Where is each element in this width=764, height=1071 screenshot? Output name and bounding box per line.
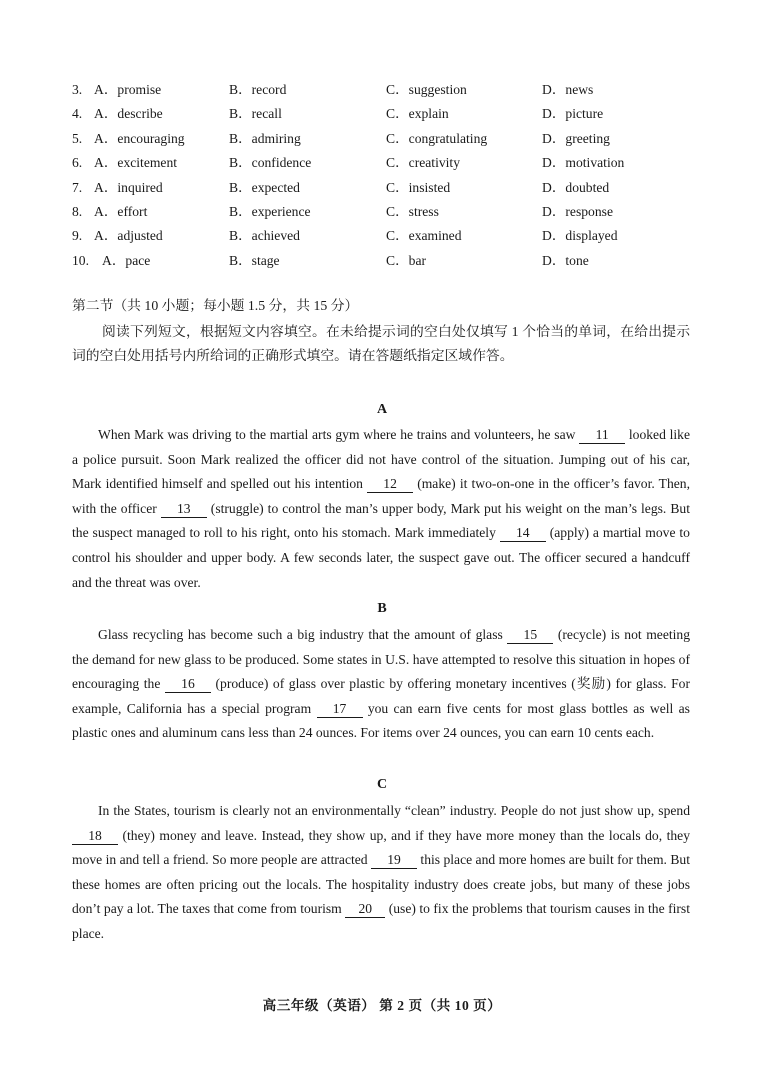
option-b: B．record — [229, 82, 287, 97]
option-d: D．picture — [542, 106, 604, 122]
option-c: C．congratulating — [386, 130, 488, 146]
passage-text: this place and more homes are built for them. But these homes are often pricing out the locals. The hospitality industry does create jobs, but many of these jobs don’t pay a lot. The taxes that come from tourism — [72, 852, 691, 917]
option-row — [72, 102, 712, 126]
option-a: A．adjusted — [94, 228, 163, 244]
option-c: C．bar — [386, 252, 427, 268]
passage-text: (apply) a martial move to control his shoulder and upper body. A few seconds later, the suspect gave out. The officer secured a handcuff and the threat was over. — [72, 525, 690, 590]
passage-text: When Mark was driving to the martial arts gym where he trains and volunteers, he saw — [98, 427, 580, 442]
option-b: B．recall — [229, 106, 282, 122]
option-d: D．news — [542, 82, 594, 97]
blank-16[interactable]: 16 — [165, 675, 211, 693]
option-row — [72, 176, 712, 200]
blank-20[interactable]: 20 — [345, 900, 385, 918]
passage-b — [72, 623, 690, 746]
passage-text: (recycle) is not meeting the demand for new glass to be produced. Some states in U.S. have attempted to resolve this situation in hopes of encouraging the — [72, 627, 690, 692]
blank-11[interactable]: 11 — [579, 426, 625, 444]
option-c: C．explain — [386, 106, 449, 122]
option-d: D．displayed — [542, 228, 618, 244]
option-c: C．suggestion — [386, 82, 467, 97]
question-number: 6. — [72, 155, 83, 171]
option-row — [72, 224, 712, 248]
passage-text: (produce) of glass over plastic by offering monetary incentives (奖励) for glass. For example, California has a special program — [72, 676, 690, 716]
option-a: A．excitement — [94, 155, 178, 171]
option-a: A．effort — [94, 203, 148, 219]
passage-b-title: B — [377, 601, 387, 616]
option-c: C．stress — [386, 203, 439, 219]
option-b: B．expected — [229, 179, 300, 195]
question-number: 3. — [72, 82, 83, 97]
blank-15[interactable]: 15 — [507, 626, 553, 644]
page-footer: 高三年级（英语） 第 2 页（共 10 页） — [262, 998, 502, 1013]
option-a: A．describe — [94, 106, 163, 122]
passage-a — [72, 423, 690, 595]
option-b: B．stage — [229, 252, 280, 268]
passage-text: (use) to fix the problems that tourism causes in the first place. — [72, 901, 690, 941]
option-c: C．insisted — [386, 179, 451, 195]
passage-text: you can earn five cents for most glass bottles as well as plastic ones and aluminum cans less than 24 ounces. For items over 24 ounces, you can earn 10 cents each. — [72, 700, 690, 741]
option-a: A．inquired — [94, 179, 163, 195]
blank-12[interactable]: 12 — [367, 475, 413, 493]
option-a: A．encouraging — [94, 130, 185, 146]
passage-text: looked like a police pursuit. Soon Mark realized the officer did not have control of the situation. Jumping out of his car, Mark identified himself and spelled out his intention — [72, 427, 690, 492]
blank-14[interactable]: 14 — [500, 524, 546, 542]
option-a: A．pace — [102, 252, 151, 268]
option-row — [72, 200, 712, 224]
passage-text: Glass recycling has become such a big industry that the amount of glass — [98, 627, 508, 642]
blank-19[interactable]: 19 — [371, 851, 417, 869]
option-d: D．doubted — [542, 179, 610, 195]
passage-c-title: C — [376, 777, 388, 792]
option-row — [72, 127, 712, 151]
option-row — [72, 78, 712, 102]
option-b: B．experience — [229, 203, 311, 219]
blank-18[interactable]: 18 — [72, 827, 118, 845]
option-b: B．confidence — [229, 155, 312, 171]
passage-c — [72, 799, 690, 947]
option-a: A．promise — [94, 82, 162, 97]
option-b: B．achieved — [229, 228, 300, 244]
question-number: 5. — [72, 130, 83, 146]
section-heading: 第二节（共 10 小题；每小题 1.5 分，共 15 分） — [72, 298, 359, 313]
passage-a-title: A — [376, 402, 388, 417]
question-number: 10. — [72, 252, 89, 268]
option-row — [72, 151, 712, 175]
passage-text: (they) money and leave. Instead, they show up, and if they have more money than the locals do, they move in and tell a friend. So more people are attracted — [72, 827, 690, 868]
section-instruction: 阅读下列短文，根据短文内容填空。在未给提示词的空白处仅填写 1 个恰当的单词，在给出提示词的空白处用括号内所给词的正确形式填空。请在答题纸指定区域作答。 — [72, 324, 690, 363]
option-b: B．admiring — [229, 130, 301, 146]
option-c: C．examined — [386, 228, 462, 244]
blank-13[interactable]: 13 — [161, 500, 207, 518]
options-list — [72, 78, 712, 273]
option-c: C．creativity — [386, 155, 460, 171]
question-number: 8. — [72, 203, 83, 219]
option-d: D．response — [542, 203, 613, 219]
passage-text: In the States, tourism is clearly not an environmentally “clean” industry. People do not just show up, spend — [98, 803, 690, 818]
option-d: D．tone — [542, 252, 589, 268]
passage-text: (struggle) to control the man’s upper body, Mark put his weight on the man’s legs. But the suspect managed to roll to his right, onto his stomach. Mark immediately — [72, 500, 690, 541]
question-number: 9. — [72, 228, 83, 244]
question-number: 4. — [72, 106, 83, 122]
option-d: D．motivation — [542, 155, 625, 171]
option-row — [72, 249, 712, 273]
option-d: D．greeting — [542, 130, 610, 146]
question-number: 7. — [72, 179, 83, 195]
passage-text: (make) it two-on-one in the officer’s favor. Then, with the officer — [72, 476, 690, 516]
blank-17[interactable]: 17 — [317, 700, 363, 718]
